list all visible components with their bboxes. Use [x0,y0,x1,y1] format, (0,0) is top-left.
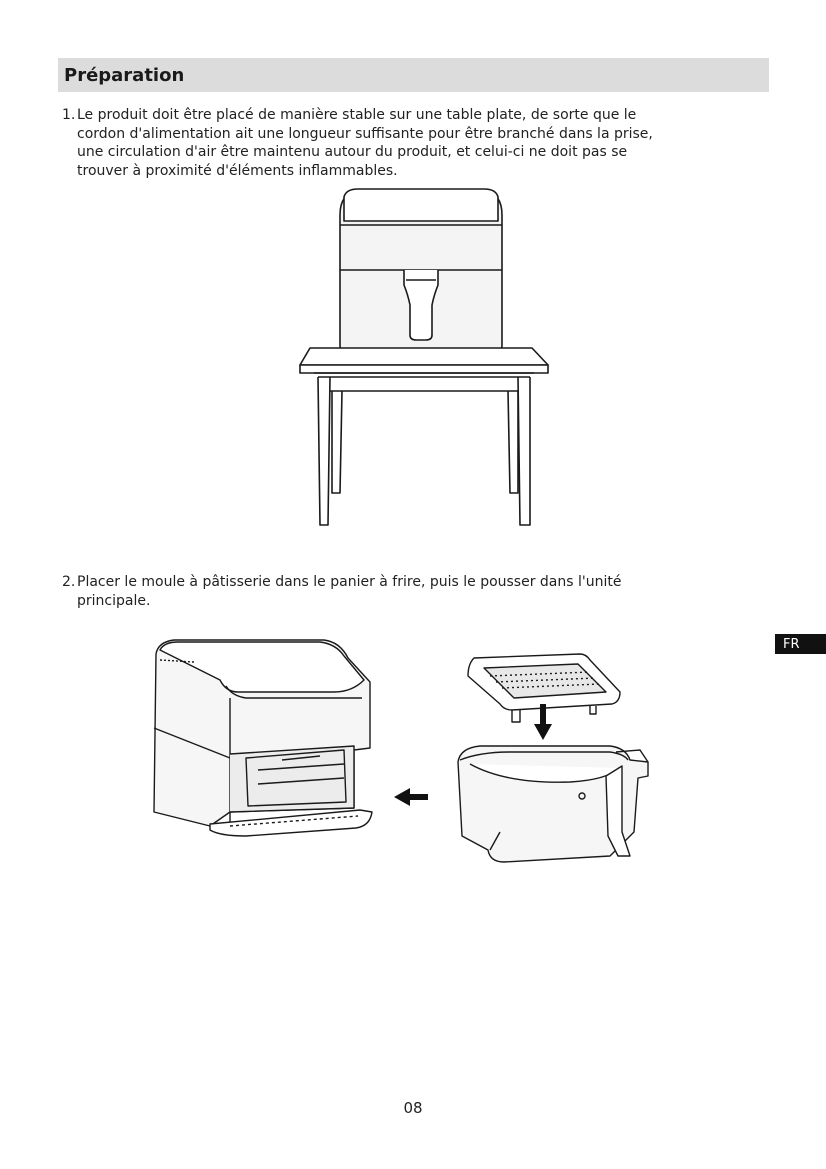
arrow-left-icon [394,788,428,806]
table-leg-back-left [332,391,342,493]
step-2 [62,573,742,610]
table-leg-front-left [318,377,330,525]
table-leg-back-right [508,391,518,493]
step-1 [62,106,742,180]
fry-basket [458,746,648,862]
page-number: 08 [403,1099,423,1117]
arrow-down-icon [534,704,552,740]
insert-tray-illustration [150,636,670,876]
table-leg-front-right [518,377,530,525]
fryer-main-unit [154,640,372,836]
step-number: 2. [62,574,76,590]
step-text: Placer le moule à pâtisserie dans le panier à frire, puis le pousser dans l'unité principale. [77,574,622,609]
airfryer-on-table-illustration [296,185,556,530]
section-title: Préparation [64,64,185,86]
language-tab: FR [775,634,826,654]
fryer-lid [344,189,498,221]
step-number: 1. [62,107,76,123]
section-header [58,58,769,92]
table-top [300,348,548,365]
step-text: Le produit doit être placé de manière stable sur une table plate, de sorte que le cordon d'alimentation ait une longueur suffisante pour être branché dans la prise, une circulation d'air être maintenu autour du produit, et celui-ci ne doit pas se trouver à proximité d'éléments inflammables. [77,107,653,179]
